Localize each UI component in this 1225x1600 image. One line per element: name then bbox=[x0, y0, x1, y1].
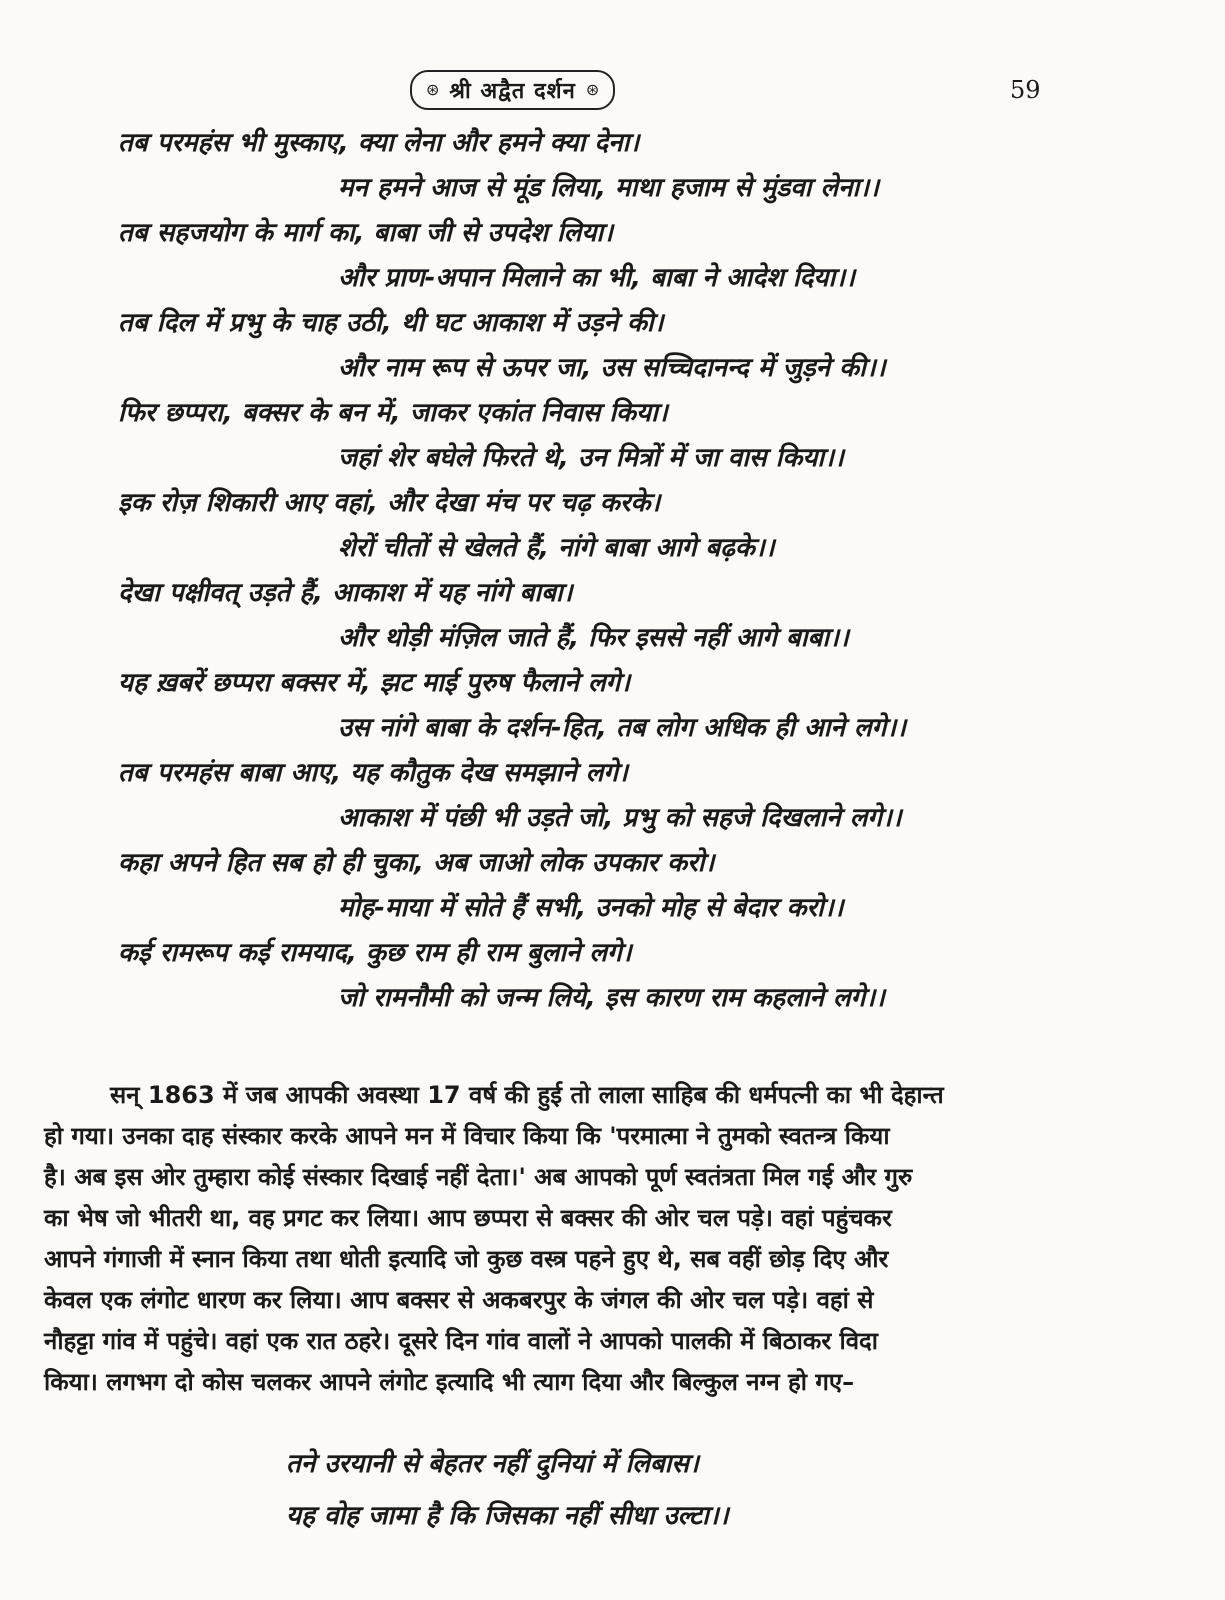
verse-line: उस नांगे बाबा के दर्शन-हित, तब लोग अधिक ही आने लगे।। bbox=[338, 713, 906, 743]
verse-line: आकाश में पंछी भी उड़ते जो, प्रभु को सहजे दिखलाने लगे।। bbox=[338, 803, 902, 833]
ornament-right-icon: ⊛ bbox=[585, 80, 600, 99]
verse-line: देखा पक्षीवत् उड़ते हैं, आकाश में यह नांगे बाबा। bbox=[118, 578, 573, 608]
verse-line: जहां शेर बघेले फिरते थे, उन मित्रों में जा वास किया।। bbox=[338, 443, 844, 473]
prose-line: हो गया। उनका दाह संस्कार करके आपने मन में विचार किया कि 'परमात्मा ने तुमको स्वतन्त्र किया bbox=[44, 1122, 890, 1150]
ornament-left-icon: ⊛ bbox=[426, 80, 440, 99]
verse-line: और प्राण-अपान मिलाने का भी, बाबा ने आदेश दिया।। bbox=[338, 263, 855, 293]
running-header bbox=[410, 70, 615, 110]
couplet-line: यह वोह जामा है कि जिसका नहीं सीधा उल्टा।। bbox=[286, 1501, 729, 1531]
verse-line: कहा अपने हित सब हो ही चुका, अब जाओ लोक उपकार करो। bbox=[118, 848, 715, 878]
verse-line: मन हमने आज से मूंड लिया, माथा हजाम से मुंडवा लेना।। bbox=[338, 173, 879, 203]
verse-line: कई रामरूप कई रामयाद, कुछ राम ही राम बुलाने लगे। bbox=[118, 938, 632, 968]
verse-line: शेरों चीतों से खेलते हैं, नांगे बाबा आगे बढ़के।। bbox=[338, 533, 775, 563]
verse-line: तब परमहंस बाबा आए, यह कौतुक देख समझाने लगे। bbox=[118, 758, 628, 788]
prose-line: आपने गंगाजी में स्नान किया तथा धोती इत्यादि जो कुछ वस्त्र पहने हुए थे, सब वहीं छोड़ दिए और bbox=[44, 1245, 889, 1273]
prose-line: सन् 1863 में जब आपकी अवस्था 17 वर्ष की हुई तो लाला साहिब की धर्मपत्नी का भी देहान्त bbox=[110, 1081, 944, 1109]
verse-line: इक रोज़ शिकारी आए वहां, और देखा मंच पर चढ़ करके। bbox=[118, 488, 661, 518]
verse-line: तब परमहंस भी मुस्काए, क्या लेना और हमने क्या देना। bbox=[118, 128, 640, 158]
prose-line: का भेष जो भीतरी था, वह प्रगट कर लिया। आप छप्परा से बक्सर की ओर चल पड़े। वहां पहुंचकर bbox=[44, 1204, 892, 1232]
prose-paragraph bbox=[44, 1075, 1024, 1403]
verse-line: मोह-माया में सोते हैं सभी, उनको मोह से बेदार करो।। bbox=[338, 893, 844, 923]
verse-line: और थोड़ी मंज़िल जाते हैं, फिर इससे नहीं आगे बाबा।। bbox=[338, 623, 849, 653]
prose-line: है। अब इस ओर तुम्हारा कोई संस्कार दिखाई नहीं देता।' अब आपको पूर्ण स्वतंत्रता मिल गई और गुरु bbox=[44, 1163, 913, 1191]
verse-line: तब दिल में प्रभु के चाह उठी, थी घट आकाश में उड़ने की। bbox=[118, 308, 664, 338]
page-number: 59 bbox=[1010, 76, 1041, 104]
closing-couplet bbox=[286, 1438, 729, 1542]
verse-line: यह ख़बरें छप्परा बक्सर में, झट माई पुरुष फैलाने लगे। bbox=[118, 668, 631, 698]
prose-line: केवल एक लंगोट धारण कर लिया। आप बक्सर से अकबरपुर के जंगल की ओर चल पड़े। वहां से bbox=[44, 1286, 874, 1314]
prose-line: नौहट्टा गांव में पहुंचे। वहां एक रात ठहरे। दूसरे दिन गांव वालों ने आपको पालकी में बिठाकर विदा bbox=[44, 1327, 879, 1355]
prose-line: किया। लगभग दो कोस चलकर आपने लंगोट इत्यादि भी त्याग दिया और बिल्कुल नग्न हो गए– bbox=[44, 1368, 855, 1396]
verse-line: और नाम रूप से ऊपर जा, उस सच्चिदानन्द में जुड़ने की।। bbox=[338, 353, 886, 383]
book-title: श्री अद्वैत दर्शन bbox=[449, 79, 576, 104]
verse-line: फिर छप्परा, बक्सर के बन में, जाकर एकांत निवास किया। bbox=[118, 398, 668, 428]
couplet-line: तने उरयानी से बेहतर नहीं दुनियां में लिबास। bbox=[286, 1449, 699, 1479]
verse-line: तब सहजयोग के मार्ग का, बाबा जी से उपदेश लिया। bbox=[118, 218, 614, 248]
verse-line: जो रामनौमी को जन्म लिये, इस कारण राम कहलाने लगे।। bbox=[338, 983, 885, 1013]
